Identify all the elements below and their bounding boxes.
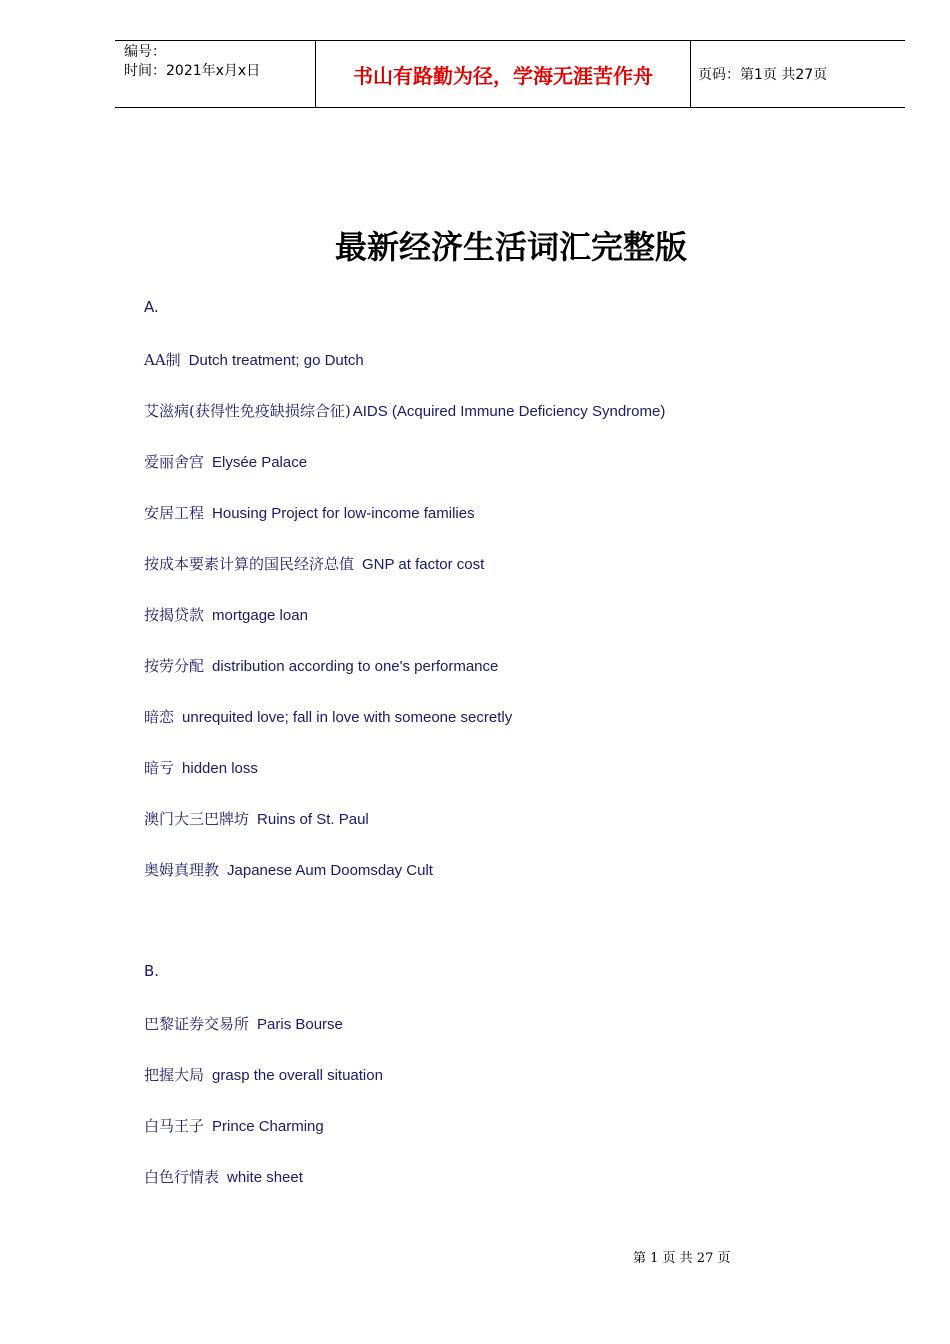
entry: 艾滋病(获得性免疫缺损综合征) AIDS (Acquired Immune Deficiency Syndrome): [144, 402, 666, 420]
date-line: 时间：2021年x月x日: [124, 63, 261, 79]
entry: 暗亏 hidden loss: [144, 759, 258, 777]
entry: 爱丽舍宫 Elysée Palace: [144, 453, 308, 471]
header-meta: [124, 41, 314, 109]
section-heading-b: B.: [144, 962, 160, 980]
serial-number: 编号：: [124, 44, 166, 60]
entry: 白马王子 Prince Charming: [144, 1117, 324, 1135]
page-footer: 第 1 页 共 27 页: [633, 1251, 731, 1266]
entry: 把握大局 grasp the overall situation: [144, 1066, 383, 1084]
entry: 巴黎证券交易所 Paris Bourse: [144, 1015, 343, 1033]
entry: 暗恋 unrequited love; fall in love with someone secretly: [144, 708, 513, 726]
section-heading-a: A.: [144, 298, 159, 316]
entry: 安居工程 Housing Project for low-income families: [144, 504, 475, 522]
entry: 按成本要素计算的国民经济总值 GNP at factor cost: [144, 555, 485, 573]
header-motto: 书山有路勤为径，学海无涯苦作舟: [315, 41, 691, 107]
entry: 奥姆真理教 Japanese Aum Doomsday Cult: [144, 861, 433, 879]
entry: AA制 Dutch treatment; go Dutch: [144, 351, 364, 369]
entry: 白色行情表 white sheet: [144, 1168, 303, 1186]
entry: 澳门大三巴牌坊 Ruins of St. Paul: [144, 810, 369, 828]
header-page-info: 页码：第1页 共27页: [698, 67, 828, 83]
document-title: 最新经济生活词汇完整版: [334, 228, 687, 266]
entry: 按劳分配 distribution according to one's performance: [144, 657, 499, 675]
entry: 按揭贷款 mortgage loan: [144, 606, 308, 624]
page-header: [115, 40, 905, 108]
